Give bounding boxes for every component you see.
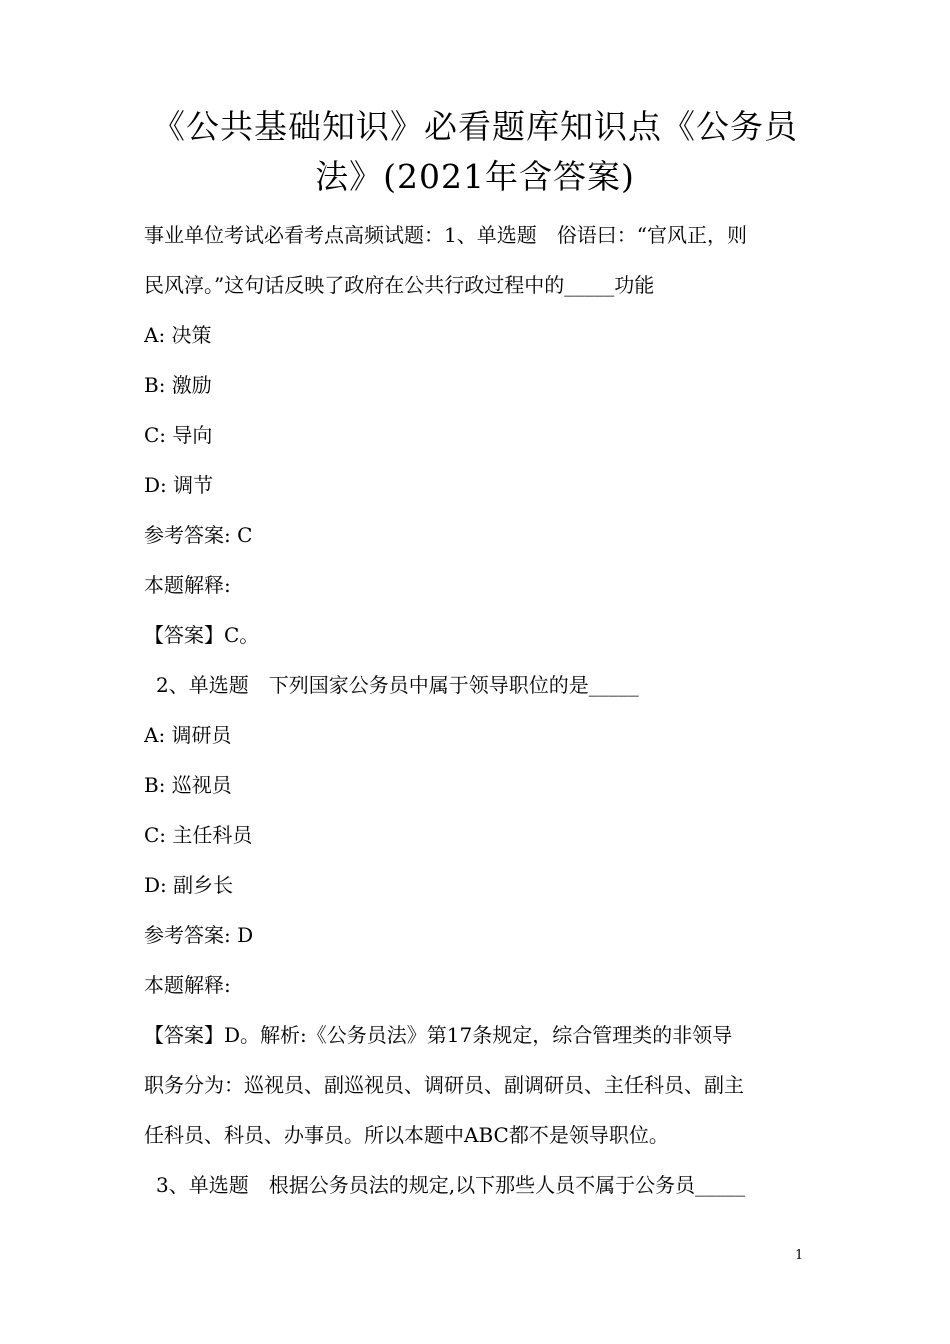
question-2-explanation: 【答案】D。解析:《公务员法》第17条规定，综合管理类的非领导 [144, 1023, 733, 1047]
question-1-option-d: D: 调节 [144, 473, 214, 497]
question-2-option-d: D: 副乡长 [144, 873, 234, 897]
question-2-explanation-label: 本题解释: [144, 973, 231, 997]
document-title [120, 102, 830, 202]
question-2-explanation-cont-1: 职务分为：巡视员、副巡视员、调研员、副调研员、主任科员、副主 [144, 1073, 744, 1097]
question-2-option-c: C: 主任科员 [144, 823, 253, 847]
question-1-explanation-label: 本题解释: [144, 573, 231, 597]
question-1-text-cont: 民风淳。”这句话反映了政府在公共行政过程中的_____功能 [144, 273, 655, 297]
question-2-option-b: B: 巡视员 [144, 773, 232, 797]
question-2-answer: 参考答案: D [144, 923, 254, 947]
question-2-option-a: A: 调研员 [144, 723, 232, 747]
title-line-2: 法》(2021年含答案) [315, 157, 635, 196]
question-1-answer: 参考答案: C [144, 523, 253, 547]
page-number: 1 [795, 1248, 804, 1263]
question-2-explanation-cont-2: 任科员、科员、办事员。所以本题中ABC都不是领导职位。 [144, 1123, 669, 1147]
question-1-option-a: A: 决策 [144, 323, 212, 347]
question-1-option-b: B: 激励 [144, 373, 212, 397]
question-2-text: 2、单选题 下列国家公务员中属于领导职位的是_____ [156, 673, 639, 697]
document-body [144, 210, 808, 1210]
question-3-text: 3、单选题 根据公务员法的规定,以下那些人员不属于公务员_____ [156, 1173, 746, 1197]
question-1-option-c: C: 导向 [144, 423, 213, 447]
question-1-text: 事业单位考试必看考点高频试题：1、单选题 俗语曰：“官风正，则 [144, 223, 747, 247]
question-1-explanation: 【答案】C。 [144, 623, 260, 647]
title-line-1: 《公共基础知识》必看题库知识点《公务员 [152, 107, 798, 146]
